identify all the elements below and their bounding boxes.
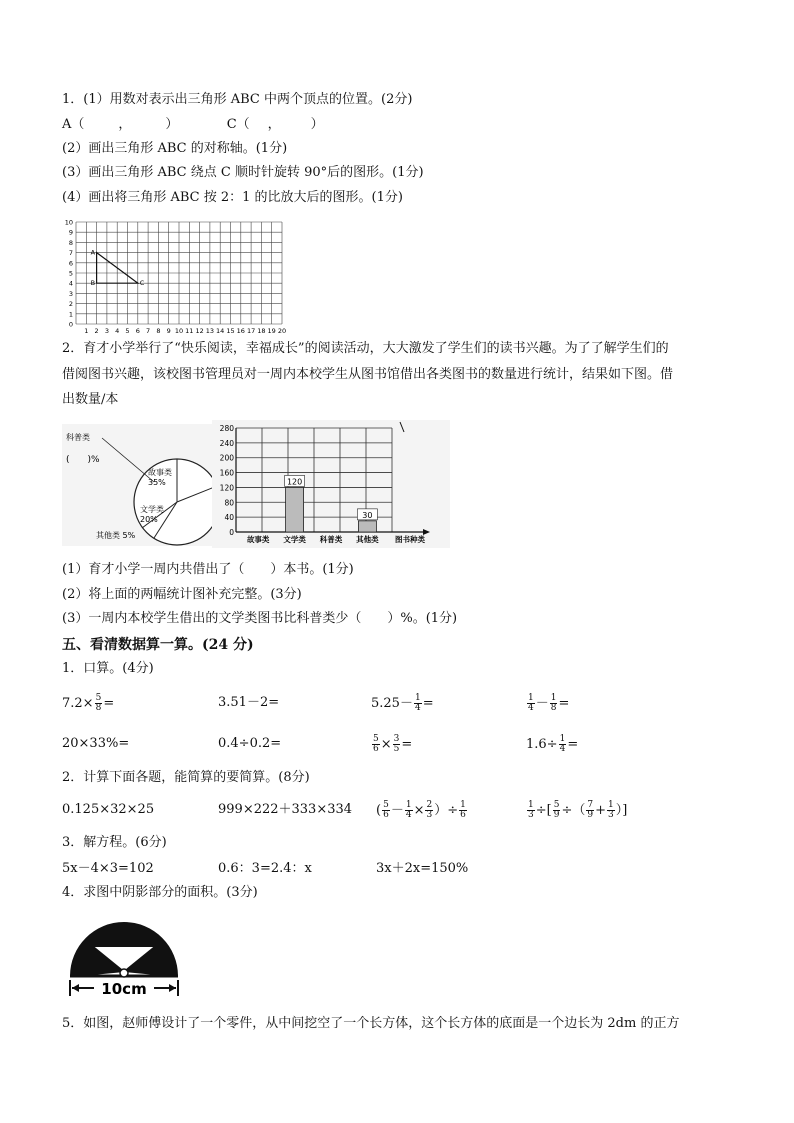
pie-circle — [134, 459, 212, 545]
q2-line1: 2．育才小学举行了“快乐阅读，幸福成长”的阅读活动，大大激发了学生们的读书兴趣。为了了解学生们的 — [62, 341, 669, 356]
bar-value-label: 120 — [286, 477, 303, 487]
answer-c-close: ） — [310, 117, 324, 132]
arrowhead-left — [72, 984, 79, 992]
x-tick-label: 1 — [84, 327, 89, 334]
oral-a3: 5.25－ $\frac{1}{4}$ = — [371, 693, 434, 713]
label-a: A — [90, 248, 96, 257]
bar-category-label: 其他类 — [356, 535, 379, 544]
oral-title: 1．口算。(4分) — [62, 661, 154, 676]
x-tick-label: 4 — [115, 327, 120, 334]
bar-category-label: 故事类 — [246, 535, 270, 544]
area-title: 4．求图中阴影部分的面积。(3分) — [62, 885, 258, 900]
x-tick-label: 13 — [205, 327, 215, 334]
x-tick-label: 12 — [195, 327, 204, 334]
oral-a4: $\frac{1}{4}$ － $\frac{1}{8}$ = — [528, 693, 570, 713]
y-tick-label: 2 — [68, 300, 73, 309]
oral-b4: 1.6÷ $\frac{1}{4}$ = — [526, 734, 579, 754]
bar — [358, 521, 376, 532]
q1-line1: 1．(1）用数对表示出三角形 ABC 中两个顶点的位置。(2分) — [62, 92, 413, 107]
calc-title: 2．计算下面各题，能简算的要简算。(8分) — [62, 770, 310, 785]
eq-1: 5x－4×3=102 — [62, 861, 154, 876]
q1-line5: (4）画出将三角形 ABC 按 2：1 的比放大后的图形。(1分) — [62, 190, 403, 205]
bar-y-tick: 160 — [219, 468, 234, 478]
calc-c2: 999×222＋333×334 — [218, 802, 353, 817]
bar-category-label: 科普类 — [319, 535, 343, 544]
q1-line4: (3）画出三角形 ABC 绕点 C 顺时针旋转 90°后的图形。(1分) — [62, 165, 424, 180]
eq-2: 0.6：3=2.4：x — [218, 861, 312, 876]
semicircle-figure — [62, 908, 186, 1000]
q1-line3: (2）画出三角形 ABC 的对称轴。(1分) — [62, 141, 288, 156]
y-tick-label: 6 — [68, 259, 73, 268]
q5-line: 5．如图，赵师傅设计了一个零件，从中间挖空了一个长方体，这个长方体的底面是一个边长为 2dm 的正方 — [62, 1016, 680, 1031]
bar-chart — [212, 420, 450, 548]
x-tick-label: 14 — [216, 327, 225, 334]
answer-c-comma: ， — [267, 117, 281, 132]
pie-label-sci: 科普类 — [66, 433, 90, 442]
x-tick-label: 20 — [277, 327, 287, 334]
bar-y-tick: 240 — [219, 438, 234, 448]
x-tick-label: 10 — [174, 327, 184, 334]
x-tick-label: 19 — [267, 327, 276, 334]
y-tick-label: 3 — [68, 289, 73, 298]
q2-sub1: (1）育才小学一周内共借出了（ ）本书。(1分) — [62, 562, 354, 577]
x-tick-label: 2 — [94, 327, 99, 334]
label-b: B — [90, 279, 96, 288]
eq-3: 3x＋2x=150% — [376, 861, 469, 876]
answer-a-open: A（ — [62, 117, 85, 132]
oral-b1: 20×33%= — [62, 736, 130, 751]
q2-line2: 借阅图书兴趣，该校图书管理员对一周内本校学生从图书馆借出各类图书的数量进行统计，结果如下图。借 — [62, 367, 674, 382]
y-tick-label: 9 — [68, 228, 73, 237]
x-tick-label: 8 — [156, 327, 161, 334]
q2-sub3: (3）一周内本校学生借出的文学类图书比科普类少（ ）%。(1分) — [62, 611, 458, 626]
bar-x-title: 图书种类 — [395, 535, 425, 544]
bar-y-tick: 280 — [219, 424, 234, 433]
x-tick-label: 5 — [125, 327, 130, 334]
x-tick-label: 7 — [146, 327, 151, 334]
bar-y-tick: 120 — [219, 483, 234, 493]
pie-label-story-pct: 35% — [148, 478, 166, 487]
eq-title: 3．解方程。(6分) — [62, 835, 167, 850]
x-tick-label: 16 — [236, 327, 245, 334]
coordinate-grid — [62, 212, 302, 334]
section5-title: 五、看清数据算一算。(24 分) — [62, 637, 254, 653]
y-tick-label: 8 — [68, 238, 73, 247]
bar-category-label: 文学类 — [283, 535, 306, 544]
calc-c1: 0.125×32×25 — [62, 802, 155, 817]
y-tick-label: 0 — [68, 320, 73, 329]
pie-label-lit: 文学类 — [140, 505, 164, 514]
bar-y-tick: 0 — [229, 528, 234, 537]
bar-value-label: 30 — [362, 510, 373, 520]
x-tick-label: 3 — [104, 327, 109, 334]
pie-label-lit-pct: 20% — [140, 515, 158, 524]
answer-c-open: C（ — [226, 117, 250, 132]
x-tick-label: 11 — [185, 327, 194, 334]
y-tick-label: 5 — [68, 269, 73, 278]
pie-label-story: 故事类 — [148, 468, 172, 477]
pie-label-other: 其他类 5% — [96, 531, 136, 540]
center-point — [120, 969, 128, 977]
y-tick-label: 10 — [64, 218, 73, 227]
y-tick-label: 4 — [68, 279, 73, 288]
bar — [286, 487, 304, 532]
bar-chart-bg — [212, 420, 450, 548]
x-tick-label: 17 — [246, 327, 256, 334]
bar-y-tick: 200 — [219, 453, 234, 463]
pie-label-sci-pct: ( )% — [66, 455, 100, 465]
q2-sub2: (2）将上面的两幅统计图补充完整。(3分) — [62, 587, 302, 602]
y-tick-label: 7 — [68, 249, 73, 258]
bar-y-tick: 80 — [224, 498, 234, 508]
x-tick-label: 6 — [135, 327, 140, 334]
q1-answer-line — [62, 116, 324, 134]
y-tick-label: 1 — [68, 310, 73, 319]
pie-chart — [62, 424, 212, 546]
oral-a2: 3.51－2= — [218, 695, 280, 710]
oral-b2: 0.4÷0.2= — [218, 736, 282, 751]
diameter-label: 10cm — [101, 980, 147, 998]
label-c: C — [139, 279, 145, 288]
bar-y-tick: 40 — [224, 513, 234, 523]
x-tick-label: 9 — [166, 327, 171, 334]
answer-a-close: ） — [165, 117, 179, 132]
x-tick-label: 15 — [226, 327, 235, 334]
oral-b3: $\frac{5}{6}$ × $\frac{3}{5}$ = — [373, 734, 413, 754]
q2-line3: 出数量/本 — [62, 392, 119, 407]
calc-c4: $\frac{1}{3}$ ÷[ $\frac{5}{9}$ ÷（ $\frac{7}{9}$ + $\frac{1}{3}$ ）] — [528, 800, 628, 820]
calc-c3: ( $\frac{5}{6}$ － $\frac{1}{4}$ × $\frac{2}{3}$ ）÷ $\frac{1}{6}$ — [376, 800, 466, 820]
arrowhead-right — [169, 984, 176, 992]
answer-a-comma: ， — [118, 117, 132, 132]
oral-a1: 7.2× $\frac{5}{8}$ = — [62, 693, 115, 713]
x-tick-label: 18 — [257, 327, 266, 334]
